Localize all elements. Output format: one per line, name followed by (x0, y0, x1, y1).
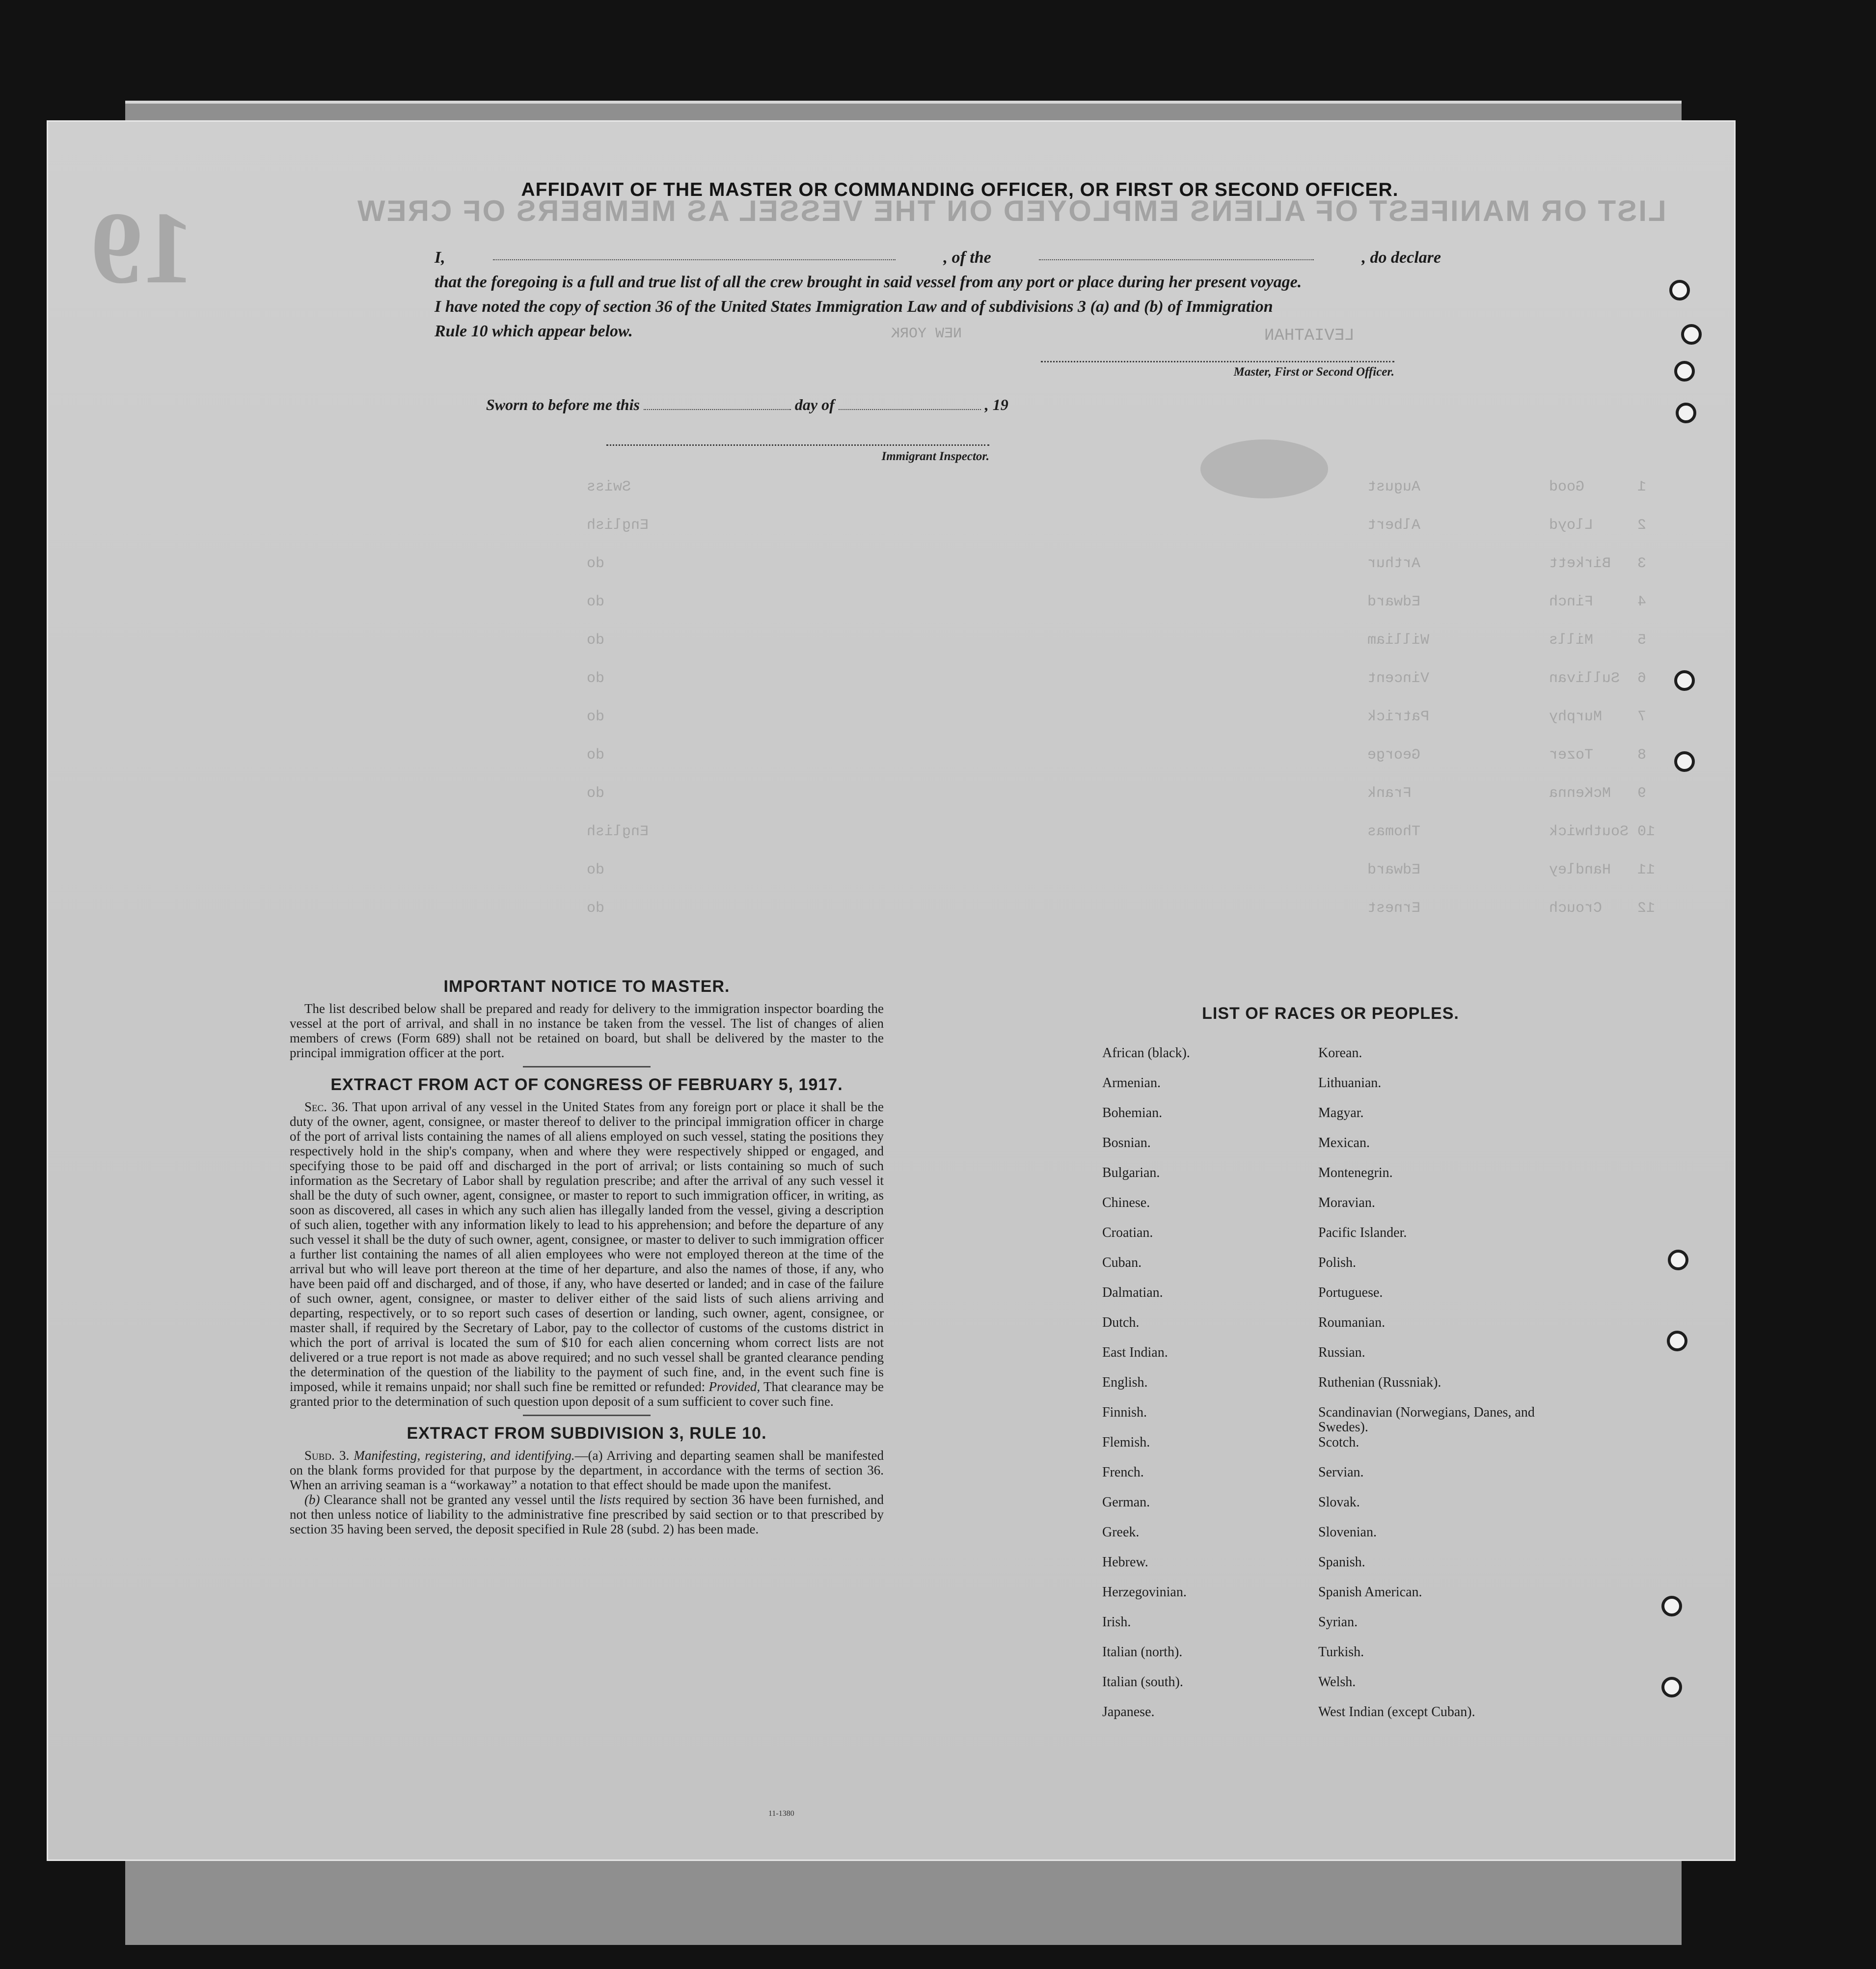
race-item: Russian. (1318, 1345, 1365, 1360)
race-item: Greek. (1102, 1525, 1140, 1540)
race-item: Syrian. (1318, 1614, 1358, 1630)
affidavit-of-the: , of the (943, 248, 991, 267)
race-item: West Indian (except Cuban). (1318, 1704, 1475, 1720)
bleed-row: 7 Murphy Patrick do (587, 709, 1647, 725)
bleed-list-title: LIST OR MANIFEST OF ALIENS EMPLOYED ON THE VESSEL AS MEMBERS OF CREW (356, 194, 1666, 227)
race-item: Pacific Islander. (1318, 1225, 1407, 1240)
form-number: 11-1380 (768, 1809, 794, 1818)
race-item: Bosnian. (1102, 1135, 1151, 1150)
bleed-row: 6 Sullivan Vincent do (587, 670, 1647, 687)
section-label: Sec. 36. (304, 1099, 348, 1114)
race-item: Scotch. (1318, 1435, 1359, 1450)
sworn-day-field[interactable] (644, 395, 791, 410)
extract-rule-b: (b) Clearance shall not be granted any vessel until the lists required by section 36 have been furnished, and not then unless notice of liability to the administrative fine prescribed by said section or to that prescribed by section 35 having been served, the deposit specified in Rule 28 (subd. 2) has been made. (290, 1492, 884, 1536)
bleed-row: 10 Southwick Thomas English (587, 823, 1656, 840)
race-item: Italian (south). (1102, 1674, 1183, 1690)
race-item: German. (1102, 1495, 1150, 1510)
day-of-text: day of (794, 396, 835, 413)
subdivision-label: Subd. 3. (304, 1448, 350, 1463)
race-item: Spanish. (1318, 1555, 1365, 1570)
race-item: Ruthenian (Russniak). (1318, 1375, 1441, 1390)
sworn-line (486, 395, 1124, 414)
races-column-2 (1318, 1046, 1544, 1735)
race-item: Moravian. (1318, 1195, 1375, 1210)
race-item: African (black). (1102, 1045, 1190, 1061)
affidavit-line-3: I have noted the copy of section 36 of the United States Immigration Law and of subdivisions 3 (a) and (b) of Immigration (435, 298, 1273, 316)
race-item: Slovak. (1318, 1495, 1360, 1510)
race-item: Japanese. (1102, 1704, 1155, 1720)
sworn-month-field[interactable] (839, 395, 981, 410)
inspector-signature-line[interactable]: Immigrant Inspector. (606, 444, 989, 464)
race-item: Servian. (1318, 1465, 1364, 1480)
race-item: Dalmatian. (1102, 1285, 1163, 1300)
punch-hole-icon (1681, 324, 1702, 345)
bleed-sheet-number: 19 (91, 191, 194, 305)
bleed-row: 1 Good August Swiss (587, 479, 1647, 495)
race-item: English. (1102, 1375, 1148, 1390)
provided-word: Provided, (708, 1379, 761, 1394)
race-item: Portuguese. (1318, 1285, 1383, 1300)
race-item: Bulgarian. (1102, 1165, 1160, 1180)
race-item: Irish. (1102, 1614, 1131, 1630)
divider (523, 1415, 651, 1416)
punch-hole-icon (1661, 1596, 1682, 1616)
punch-hole-icon (1674, 670, 1695, 691)
bleed-row: 5 Mills William do (587, 632, 1647, 649)
affidavit-title: AFFIDAVIT OF THE MASTER OR COMMANDING OFFICER, OR FIRST OR SECOND OFFICER. (521, 179, 1399, 200)
race-item: Chinese. (1102, 1195, 1150, 1210)
race-item: Italian (north). (1102, 1644, 1183, 1660)
punch-hole-icon (1676, 403, 1696, 423)
race-item: Cuban. (1102, 1255, 1142, 1270)
instructions-column (290, 977, 884, 1536)
subdivision-title: Manifesting, registering, and identifying. (353, 1448, 575, 1463)
bleed-port: NEW YORK (891, 326, 962, 342)
year-text: , 19 (984, 396, 1008, 413)
race-item: Magyar. (1318, 1105, 1364, 1121)
race-item: French. (1102, 1465, 1144, 1480)
extract-act-heading: EXTRACT FROM ACT OF CONGRESS OF FEBRUARY 5, 1917. (330, 1075, 843, 1094)
affidavit-text (435, 246, 1441, 344)
race-item: Lithuanian. (1318, 1075, 1382, 1091)
race-item: Hebrew. (1102, 1555, 1148, 1570)
affidavit-declare: , do declare (1361, 248, 1441, 267)
race-item: Slovenian. (1318, 1525, 1377, 1540)
extract-act-text: Sec. 36. That upon arrival of any vessel in the United States from any foreign port or place it shall be the duty of the owner, agent, consignee, or master thereof to deliver to the principal immigration officer in charge of the port of arrival lists containing the names of all aliens employed on such vessel, stating the positions they respectively hold in the ship's company, when and where they were respectively shipped or engaged, and specifying those to be paid off and discharged in the port of arrival; or lists containing so much of such information as the Secretary of Labor shall by regulation prescribe; and after the arrival of any such vessel it shall be the duty of such owner, agent, consignee, or master to report to such immigration officer, in writing, as soon as discovered, all cases in which any such alien has illegally landed from the vessel, giving a description of such alien, together with any information likely to lead to his apprehension; and before the departure of any such vessel it shall be the duty of such owner, agent, consignee, or master to deliver to such immigration officer a further list containing the names of all alien employees who were not employed thereon at the time of the arrival but who will leave port thereon at the time of her departure, and also the names of those, if any, who have been paid off and discharged, and of those, if any, who have deserted or landed; and in case of the failure of such owner, agent, consignee, or master to deliver either of the said lists of such aliens arriving and departing, respectively, or to so report such cases of desertion or landing, such owner, agent, consignee, or master shall, if required by the Secretary of Labor, pay to the collector of customs of the customs district in which the port of arrival is located the sum of $10 for each alien concerning whom correct lists are not delivered or a true report is not made as above required; and no such vessel shall be granted clearance pending the determination of the question of the liability to the payment of such fine, and, in the event such fine is imposed, while it remains unpaid; nor shall such fine be remitted or refunded: Provided, That clearance may be granted prior to the determination of such question upon deposit of a sum sufficient to cover such fine. (290, 1099, 884, 1409)
bleed-row: 11 Handley Edward do (587, 862, 1656, 878)
punch-hole-icon (1669, 280, 1690, 301)
bleed-row: 9 McKenna Frank do (587, 785, 1647, 802)
extract-rule-a: Subd. 3. Manifesting, registering, and identifying.—(a) Arriving and departing seamen shall be manifested on the blank forms provided for that purpose by the department, in accordance with the terms of section 36. When an arriving seaman is a “workaway” a notation to that effect should be made upon the manifest. (290, 1448, 884, 1492)
divider (523, 1066, 651, 1067)
affidavit-line-4: Rule 10 which appear below. (435, 322, 633, 340)
punch-hole-icon (1674, 361, 1695, 382)
race-item: Polish. (1318, 1255, 1357, 1270)
bleed-row: 12 Crouch Ernest do (587, 900, 1656, 917)
bleed-row: 3 Birkett Arthur do (587, 555, 1647, 572)
punch-hole-icon (1668, 1250, 1688, 1270)
bleed-row: 4 Finch Edward do (587, 594, 1647, 610)
race-item: Finnish. (1102, 1405, 1147, 1420)
race-item: Bohemian. (1102, 1105, 1163, 1121)
race-item: Montenegrin. (1318, 1165, 1393, 1180)
punch-hole-icon (1661, 1677, 1682, 1697)
race-item: Herzegovinian. (1102, 1585, 1187, 1600)
races-column-1 (1102, 1046, 1308, 1735)
race-item: Flemish. (1102, 1435, 1150, 1450)
punch-hole-icon (1674, 751, 1695, 772)
race-item: Welsh. (1318, 1674, 1356, 1690)
affidavit-line-1 (435, 246, 1441, 270)
race-item: Scandinavian (Norwegians, Danes, and Swedes). (1318, 1405, 1535, 1435)
master-name-field[interactable] (493, 246, 896, 260)
affidavit-i: I, (435, 248, 445, 267)
notice-text: The list described below shall be prepared and ready for delivery to the immigration inspector boarding the vessel at the port of arrival, and shall in no instance be taken from the vessel. The list of changes of alien members of crews (Form 689) shall not be retained on board, but shall be delivered by the master to the principal immigration officer at the port. (290, 1001, 884, 1060)
races-heading: LIST OF RACES OR PEOPLES. (1202, 1004, 1459, 1023)
bleed-vessel: LEVIATHAN (1264, 327, 1355, 345)
race-item: Roumanian. (1318, 1315, 1386, 1330)
race-item: Croatian. (1102, 1225, 1153, 1240)
extract-rule-heading: EXTRACT FROM SUBDIVISION 3, RULE 10. (407, 1424, 767, 1443)
race-item: Korean. (1318, 1045, 1362, 1061)
race-item: Spanish American. (1318, 1585, 1422, 1600)
master-signature-line[interactable]: Master, First or Second Officer. (1041, 361, 1394, 379)
race-item: Armenian. (1102, 1075, 1161, 1091)
affidavit-line-2: that the foregoing is a full and true list of all the crew brought in said vessel from any port or place during her present voyage. (435, 273, 1302, 291)
race-item: Mexican. (1318, 1135, 1370, 1150)
bleed-row: 2 Lloyd Albert English (587, 517, 1647, 534)
notice-heading: IMPORTANT NOTICE TO MASTER. (443, 977, 730, 996)
race-item: East Indian. (1102, 1345, 1168, 1360)
ink-smudge (1200, 439, 1328, 498)
sworn-text: Sworn to before me this (486, 396, 640, 413)
race-item: Dutch. (1102, 1315, 1140, 1330)
punch-hole-icon (1667, 1331, 1687, 1351)
race-item: Turkish. (1318, 1644, 1364, 1660)
vessel-name-field[interactable] (1039, 246, 1314, 260)
bleed-row: 8 Tozer George do (587, 747, 1647, 764)
manifest-page (47, 120, 1736, 1861)
